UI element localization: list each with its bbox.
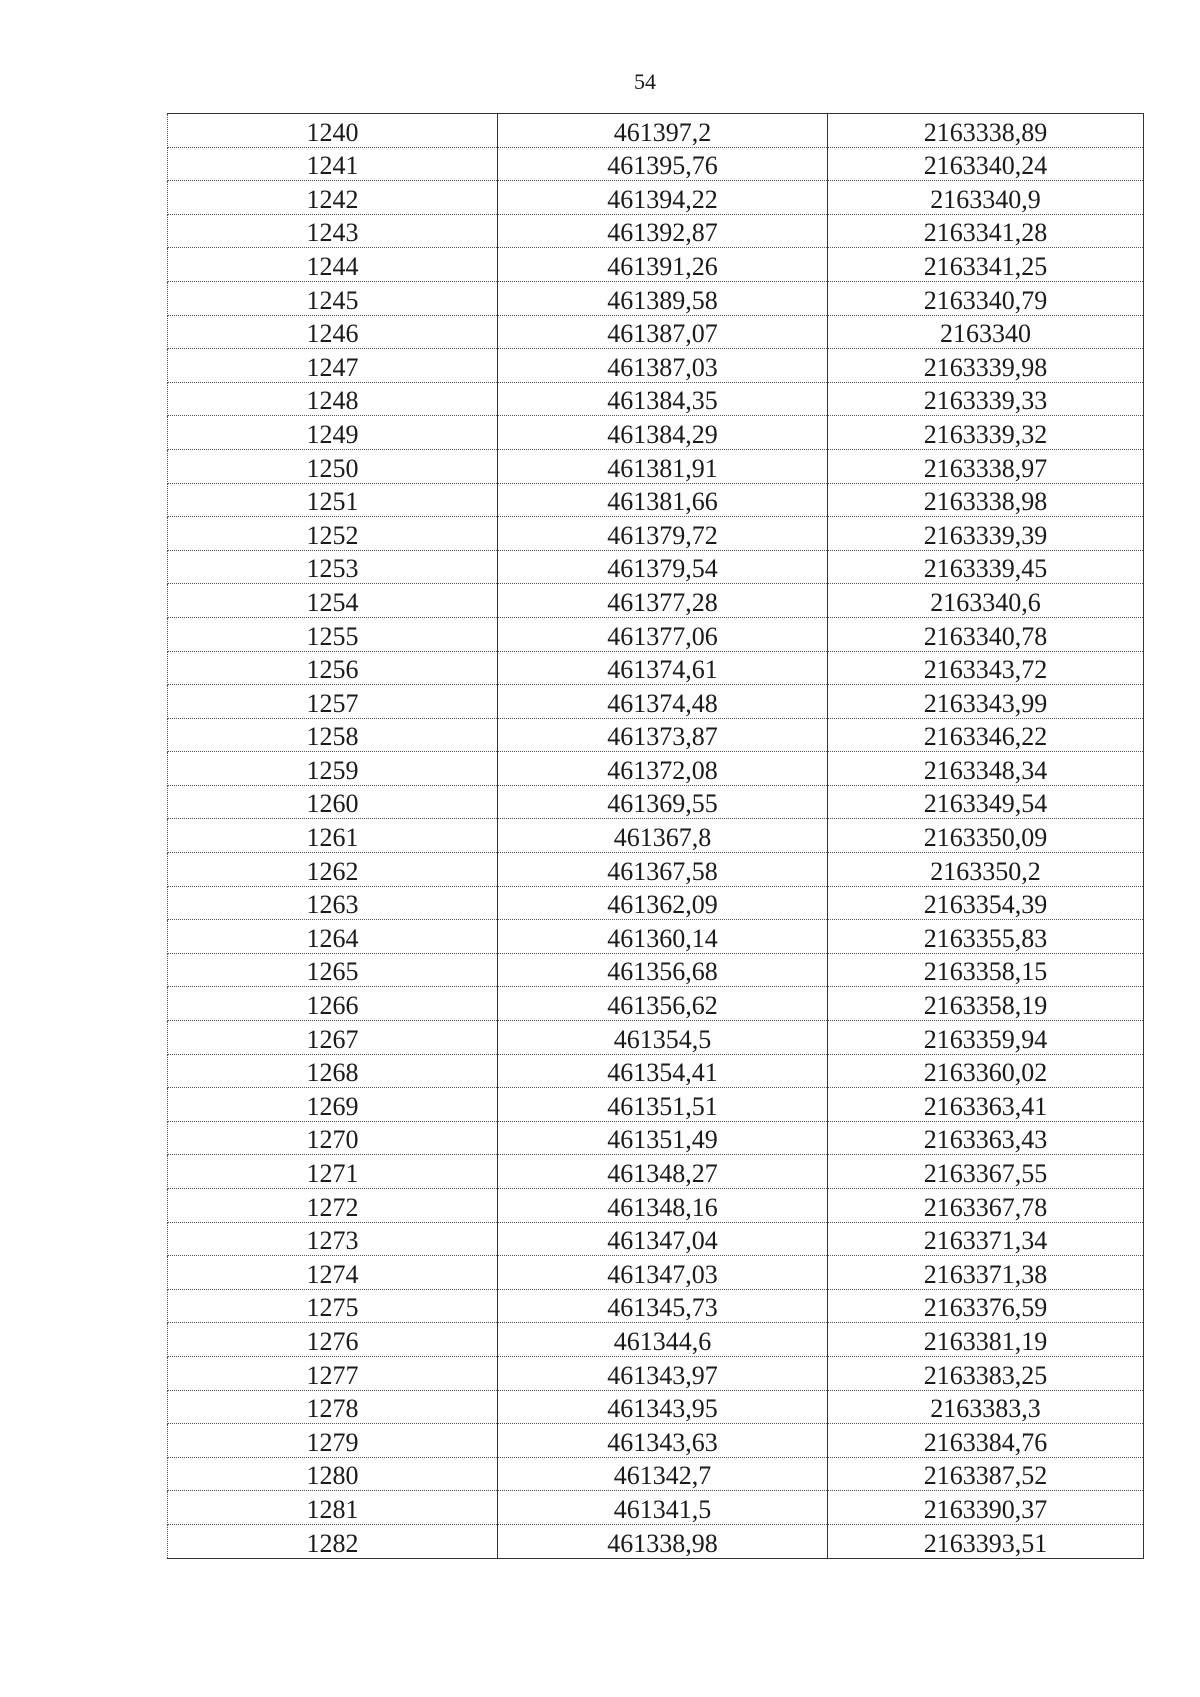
table-row — [168, 147, 1144, 181]
table-row — [168, 449, 1144, 483]
y-coordinate-cell: 2163354,39 — [828, 886, 1144, 920]
x-coordinate-cell: 461360,14 — [498, 920, 828, 954]
table-row — [168, 483, 1144, 517]
point-number-cell: 1272 — [168, 1189, 498, 1223]
table-row — [168, 1256, 1144, 1290]
x-coordinate-cell: 461362,09 — [498, 886, 828, 920]
table-row — [168, 785, 1144, 819]
point-number-cell: 1245 — [168, 281, 498, 315]
table-row — [168, 1356, 1144, 1390]
x-coordinate-cell: 461341,5 — [498, 1491, 828, 1525]
point-number-cell: 1264 — [168, 920, 498, 954]
y-coordinate-cell: 2163339,32 — [828, 416, 1144, 450]
table-row — [168, 416, 1144, 450]
point-number-cell: 1281 — [168, 1491, 498, 1525]
table-row — [168, 248, 1144, 282]
table-row — [168, 1390, 1144, 1424]
y-coordinate-cell: 2163340,78 — [828, 617, 1144, 651]
point-number-cell: 1248 — [168, 382, 498, 416]
table-row — [168, 685, 1144, 719]
y-coordinate-cell: 2163339,45 — [828, 550, 1144, 584]
y-coordinate-cell: 2163358,19 — [828, 987, 1144, 1021]
y-coordinate-cell: 2163358,15 — [828, 953, 1144, 987]
point-number-cell: 1262 — [168, 853, 498, 887]
point-number-cell: 1246 — [168, 315, 498, 349]
y-coordinate-cell: 2163383,3 — [828, 1390, 1144, 1424]
table-row — [168, 214, 1144, 248]
point-number-cell: 1280 — [168, 1457, 498, 1491]
x-coordinate-cell: 461384,29 — [498, 416, 828, 450]
x-coordinate-cell: 461387,03 — [498, 349, 828, 383]
x-coordinate-cell: 461343,97 — [498, 1356, 828, 1390]
point-number-cell: 1263 — [168, 886, 498, 920]
x-coordinate-cell: 461347,04 — [498, 1222, 828, 1256]
point-number-cell: 1274 — [168, 1256, 498, 1290]
coordinates-table-body — [168, 114, 1144, 1559]
table-row — [168, 1121, 1144, 1155]
x-coordinate-cell: 461351,49 — [498, 1121, 828, 1155]
point-number-cell: 1275 — [168, 1289, 498, 1323]
y-coordinate-cell: 2163349,54 — [828, 785, 1144, 819]
point-number-cell: 1260 — [168, 785, 498, 819]
table-row — [168, 752, 1144, 786]
x-coordinate-cell: 461392,87 — [498, 214, 828, 248]
y-coordinate-cell: 2163341,28 — [828, 214, 1144, 248]
table-row — [168, 853, 1144, 887]
y-coordinate-cell: 2163363,41 — [828, 1088, 1144, 1122]
y-coordinate-cell: 2163371,34 — [828, 1222, 1144, 1256]
y-coordinate-cell: 2163346,22 — [828, 718, 1144, 752]
x-coordinate-cell: 461347,03 — [498, 1256, 828, 1290]
y-coordinate-cell: 2163340 — [828, 315, 1144, 349]
table-row — [168, 1222, 1144, 1256]
point-number-cell: 1278 — [168, 1390, 498, 1424]
table-row — [168, 651, 1144, 685]
point-number-cell: 1270 — [168, 1121, 498, 1155]
table-row — [168, 1155, 1144, 1189]
x-coordinate-cell: 461381,66 — [498, 483, 828, 517]
x-coordinate-cell: 461377,28 — [498, 584, 828, 618]
point-number-cell: 1265 — [168, 953, 498, 987]
table-row — [168, 1424, 1144, 1458]
y-coordinate-cell: 2163387,52 — [828, 1457, 1144, 1491]
point-number-cell: 1261 — [168, 819, 498, 853]
y-coordinate-cell: 2163338,89 — [828, 114, 1144, 148]
point-number-cell: 1273 — [168, 1222, 498, 1256]
y-coordinate-cell: 2163371,38 — [828, 1256, 1144, 1290]
point-number-cell: 1256 — [168, 651, 498, 685]
point-number-cell: 1276 — [168, 1323, 498, 1357]
table-row — [168, 1457, 1144, 1491]
point-number-cell: 1253 — [168, 550, 498, 584]
table-row — [168, 1289, 1144, 1323]
table-row — [168, 349, 1144, 383]
point-number-cell: 1252 — [168, 517, 498, 551]
point-number-cell: 1242 — [168, 181, 498, 215]
point-number-cell: 1250 — [168, 449, 498, 483]
y-coordinate-cell: 2163367,78 — [828, 1189, 1144, 1223]
x-coordinate-cell: 461384,35 — [498, 382, 828, 416]
y-coordinate-cell: 2163350,2 — [828, 853, 1144, 887]
y-coordinate-cell: 2163359,94 — [828, 1021, 1144, 1055]
x-coordinate-cell: 461381,91 — [498, 449, 828, 483]
point-number-cell: 1279 — [168, 1424, 498, 1458]
table-row — [168, 1054, 1144, 1088]
x-coordinate-cell: 461379,72 — [498, 517, 828, 551]
x-coordinate-cell: 461342,7 — [498, 1457, 828, 1491]
point-number-cell: 1257 — [168, 685, 498, 719]
table-row — [168, 987, 1144, 1021]
y-coordinate-cell: 2163383,25 — [828, 1356, 1144, 1390]
table-row — [168, 517, 1144, 551]
y-coordinate-cell: 2163393,51 — [828, 1524, 1144, 1558]
point-number-cell: 1241 — [168, 147, 498, 181]
point-number-cell: 1243 — [168, 214, 498, 248]
point-number-cell: 1258 — [168, 718, 498, 752]
table-row — [168, 953, 1144, 987]
point-number-cell: 1268 — [168, 1054, 498, 1088]
x-coordinate-cell: 461343,63 — [498, 1424, 828, 1458]
point-number-cell: 1271 — [168, 1155, 498, 1189]
x-coordinate-cell: 461379,54 — [498, 550, 828, 584]
coordinates-table — [167, 113, 1144, 1559]
point-number-cell: 1259 — [168, 752, 498, 786]
x-coordinate-cell: 461387,07 — [498, 315, 828, 349]
x-coordinate-cell: 461369,55 — [498, 785, 828, 819]
x-coordinate-cell: 461348,27 — [498, 1155, 828, 1189]
x-coordinate-cell: 461354,5 — [498, 1021, 828, 1055]
y-coordinate-cell: 2163355,83 — [828, 920, 1144, 954]
table-row — [168, 1088, 1144, 1122]
x-coordinate-cell: 461389,58 — [498, 281, 828, 315]
x-coordinate-cell: 461373,87 — [498, 718, 828, 752]
y-coordinate-cell: 2163340,24 — [828, 147, 1144, 181]
x-coordinate-cell: 461356,62 — [498, 987, 828, 1021]
y-coordinate-cell: 2163381,19 — [828, 1323, 1144, 1357]
y-coordinate-cell: 2163367,55 — [828, 1155, 1144, 1189]
x-coordinate-cell: 461356,68 — [498, 953, 828, 987]
x-coordinate-cell: 461372,08 — [498, 752, 828, 786]
table-row — [168, 181, 1144, 215]
y-coordinate-cell: 2163343,99 — [828, 685, 1144, 719]
y-coordinate-cell: 2163340,79 — [828, 281, 1144, 315]
table-row — [168, 114, 1144, 148]
y-coordinate-cell: 2163339,39 — [828, 517, 1144, 551]
table-row — [168, 1021, 1144, 1055]
y-coordinate-cell: 2163339,98 — [828, 349, 1144, 383]
point-number-cell: 1269 — [168, 1088, 498, 1122]
table-row — [168, 584, 1144, 618]
table-row — [168, 1189, 1144, 1223]
y-coordinate-cell: 2163340,9 — [828, 181, 1144, 215]
x-coordinate-cell: 461374,61 — [498, 651, 828, 685]
x-coordinate-cell: 461344,6 — [498, 1323, 828, 1357]
point-number-cell: 1247 — [168, 349, 498, 383]
y-coordinate-cell: 2163338,97 — [828, 449, 1144, 483]
point-number-cell: 1251 — [168, 483, 498, 517]
y-coordinate-cell: 2163338,98 — [828, 483, 1144, 517]
point-number-cell: 1267 — [168, 1021, 498, 1055]
table-row — [168, 617, 1144, 651]
point-number-cell: 1282 — [168, 1524, 498, 1558]
x-coordinate-cell: 461395,76 — [498, 147, 828, 181]
y-coordinate-cell: 2163339,33 — [828, 382, 1144, 416]
table-row — [168, 281, 1144, 315]
x-coordinate-cell: 461338,98 — [498, 1524, 828, 1558]
point-number-cell: 1277 — [168, 1356, 498, 1390]
x-coordinate-cell: 461374,48 — [498, 685, 828, 719]
x-coordinate-cell: 461351,51 — [498, 1088, 828, 1122]
table-row — [168, 550, 1144, 584]
x-coordinate-cell: 461394,22 — [498, 181, 828, 215]
x-coordinate-cell: 461367,58 — [498, 853, 828, 887]
table-row — [168, 819, 1144, 853]
page-number: 54 — [634, 69, 656, 94]
x-coordinate-cell: 461367,8 — [498, 819, 828, 853]
y-coordinate-cell: 2163350,09 — [828, 819, 1144, 853]
x-coordinate-cell: 461345,73 — [498, 1289, 828, 1323]
x-coordinate-cell: 461343,95 — [498, 1390, 828, 1424]
y-coordinate-cell: 2163348,34 — [828, 752, 1144, 786]
table-row — [168, 1491, 1144, 1525]
table-row — [168, 382, 1144, 416]
table-row — [168, 886, 1144, 920]
point-number-cell: 1249 — [168, 416, 498, 450]
table-row — [168, 718, 1144, 752]
y-coordinate-cell: 2163360,02 — [828, 1054, 1144, 1088]
table-row — [168, 315, 1144, 349]
y-coordinate-cell: 2163384,76 — [828, 1424, 1144, 1458]
point-number-cell: 1266 — [168, 987, 498, 1021]
point-number-cell: 1240 — [168, 114, 498, 148]
y-coordinate-cell: 2163390,37 — [828, 1491, 1144, 1525]
x-coordinate-cell: 461397,2 — [498, 114, 828, 148]
y-coordinate-cell: 2163341,25 — [828, 248, 1144, 282]
x-coordinate-cell: 461377,06 — [498, 617, 828, 651]
point-number-cell: 1244 — [168, 248, 498, 282]
y-coordinate-cell: 2163340,6 — [828, 584, 1144, 618]
y-coordinate-cell: 2163363,43 — [828, 1121, 1144, 1155]
table-row — [168, 920, 1144, 954]
table-row — [168, 1524, 1144, 1558]
x-coordinate-cell: 461354,41 — [498, 1054, 828, 1088]
x-coordinate-cell: 461391,26 — [498, 248, 828, 282]
table-row — [168, 1323, 1144, 1357]
y-coordinate-cell: 2163343,72 — [828, 651, 1144, 685]
point-number-cell: 1254 — [168, 584, 498, 618]
y-coordinate-cell: 2163376,59 — [828, 1289, 1144, 1323]
point-number-cell: 1255 — [168, 617, 498, 651]
x-coordinate-cell: 461348,16 — [498, 1189, 828, 1223]
